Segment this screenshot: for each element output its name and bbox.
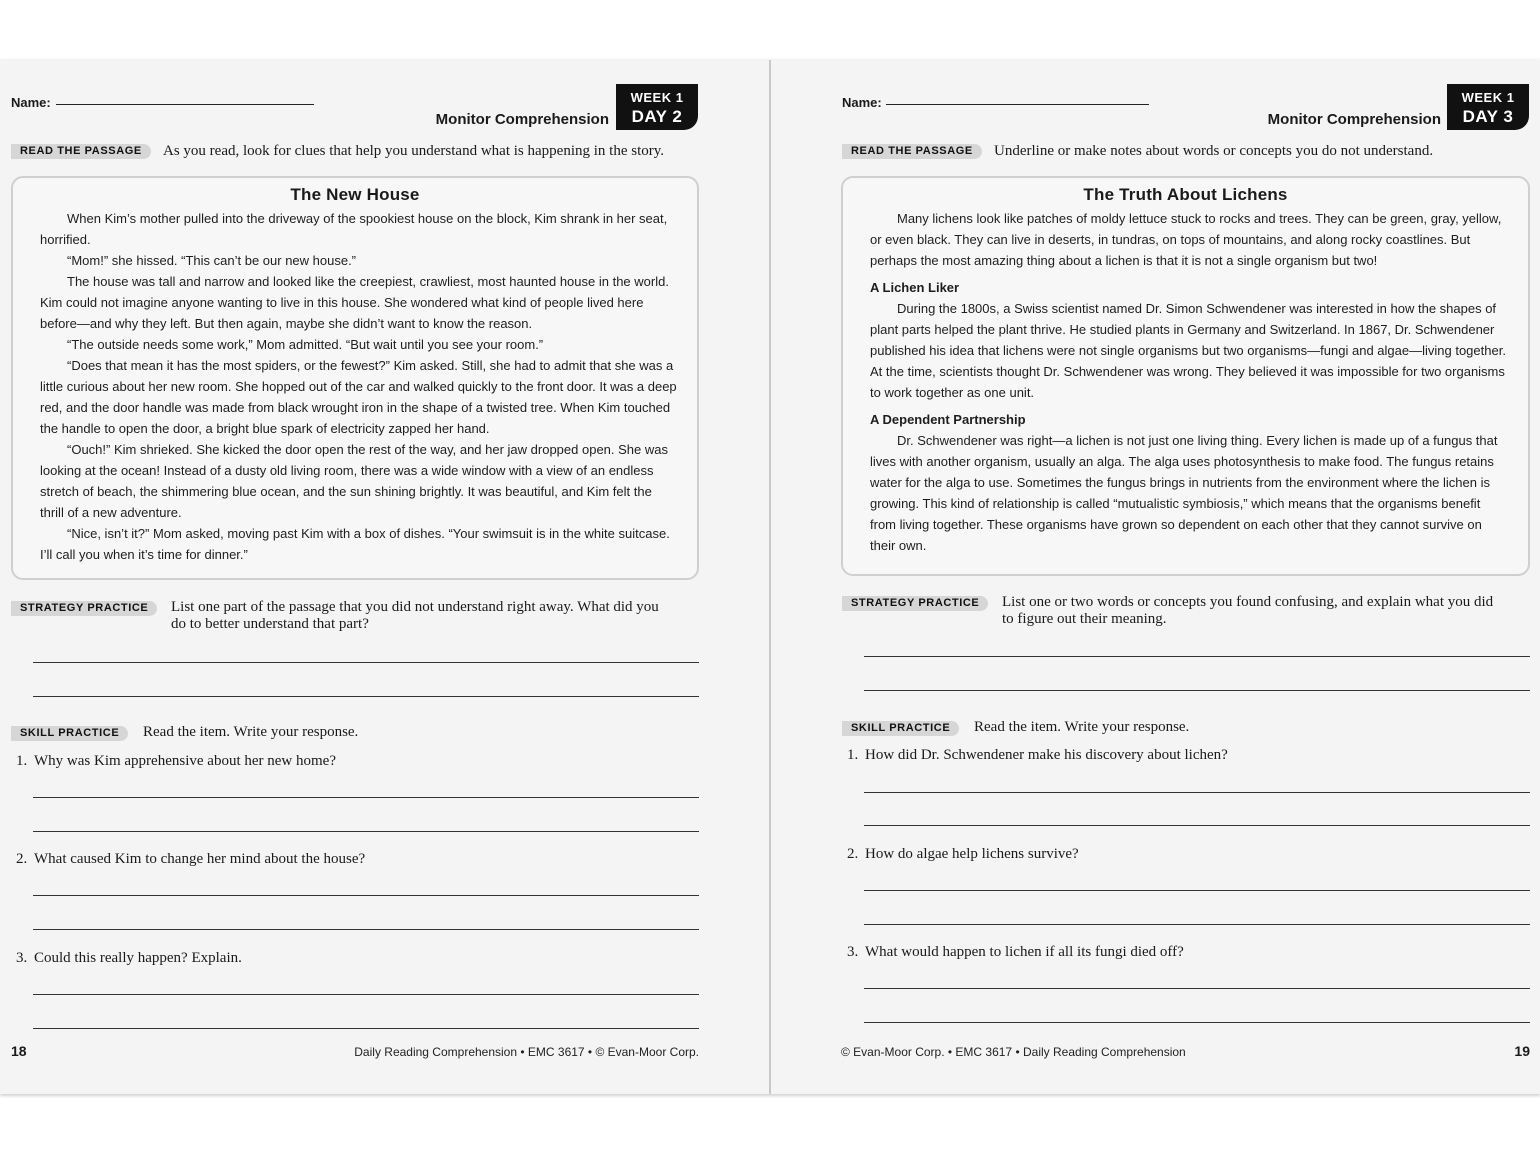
answer-line[interactable]	[33, 831, 699, 832]
passage-title: The New House	[290, 185, 420, 204]
skill-instruction: Read the item. Write your response.	[143, 724, 359, 740]
question-number: 3.	[16, 950, 28, 966]
name-write-line[interactable]	[56, 104, 314, 105]
answer-line[interactable]	[864, 924, 1530, 925]
strategy-practice-label: STRATEGY PRACTICE	[842, 596, 988, 611]
passage-title: The Truth About Lichens	[1083, 185, 1288, 204]
name-label: Name:	[842, 95, 882, 110]
answer-line[interactable]	[864, 690, 1530, 691]
question-number: 3.	[847, 944, 859, 960]
day-label: DAY 2	[631, 107, 683, 126]
page-footer: © Evan-Moor Corp. • EMC 3617 • Daily Reading Comprehension	[841, 1045, 1186, 1059]
answer-line[interactable]	[864, 890, 1530, 891]
question-text: What caused Kim to change her mind about the house?	[34, 851, 366, 867]
answer-line[interactable]	[33, 1028, 699, 1029]
passage-body	[13, 208, 697, 565]
answer-line[interactable]	[864, 656, 1530, 657]
strategy-instruction: List one part of the passage that you did not understand right away. What did you do to better understand that part?	[171, 599, 659, 632]
answer-line[interactable]	[864, 825, 1530, 826]
question-number: 1.	[847, 747, 859, 763]
read-instruction: Underline or make notes about words or concepts you do not understand.	[994, 143, 1434, 159]
name-label: Name:	[11, 95, 51, 110]
answer-line[interactable]	[864, 1022, 1530, 1023]
question-2	[16, 851, 365, 868]
name-write-line[interactable]	[886, 104, 1149, 105]
answer-line[interactable]	[33, 696, 699, 697]
section-title: Monitor Comprehension	[1267, 111, 1441, 128]
question-3	[847, 944, 1184, 961]
question-text: Could this really happen? Explain.	[34, 950, 242, 966]
passage-subheading: A Dependent Partnership	[870, 412, 1026, 427]
skill-instruction: Read the item. Write your response.	[974, 719, 1190, 735]
read-passage-label: READ THE PASSAGE	[842, 144, 982, 159]
week-label: WEEK 1	[630, 90, 684, 105]
skill-practice-label: SKILL PRACTICE	[842, 721, 959, 736]
passage-paragraph: “Ouch!” Kim shrieked. She kicked the door open the rest of the way, and her jaw dropped open. She was looking at the ocean! Instead of a dusty old living room, there was a wide window with a view of an endless stretch of beach, the shimmering blue ocean, and the sun shining brightly. It was beautiful, and Kim felt the thrill of a new adventure.	[40, 442, 668, 520]
passage-paragraph: “Does that mean it has the most spiders, or the fewest?” Kim asked. Still, she had to admit that she was a little curious about her new room. She hopped out of the car and walked quickly to the front door. It was a deep red, and the door handle was made from black wrought iron in the shape of a twisted tree. When Kim touched the handle to open the door, a bright blue spark of electricity zapped her hand.	[40, 358, 677, 436]
skill-practice-label: SKILL PRACTICE	[11, 726, 128, 741]
week-day-badge	[616, 84, 698, 130]
answer-line[interactable]	[33, 797, 699, 798]
book-spread	[0, 60, 1540, 1094]
question-1	[847, 747, 1228, 764]
week-day-badge	[1447, 84, 1529, 130]
right-page	[771, 60, 1540, 1094]
page-number: 19	[1514, 1043, 1530, 1059]
section-title: Monitor Comprehension	[435, 111, 609, 128]
answer-line[interactable]	[33, 994, 699, 995]
read-passage-label: READ THE PASSAGE	[11, 144, 151, 159]
passage-paragraph: The house was tall and narrow and looked like the creepiest, crawliest, most haunted house in the world. Kim could not imagine anyone wanting to live in this house. She wondered what kind of people lived here before—and why they left. But then again, maybe she didn’t want to know the reason.	[40, 274, 669, 331]
answer-line[interactable]	[864, 988, 1530, 989]
question-1	[16, 753, 336, 770]
answer-line[interactable]	[864, 792, 1530, 793]
question-number: 2.	[847, 846, 859, 862]
passage-paragraph: “The outside needs some work,” Mom admitted. “But wait until you see your room.”	[67, 337, 544, 352]
question-number: 2.	[16, 851, 28, 867]
passage-box	[841, 176, 1530, 576]
question-2	[847, 846, 1079, 863]
strategy-practice-label: STRATEGY PRACTICE	[11, 601, 157, 616]
answer-line[interactable]	[33, 929, 699, 930]
strategy-instruction: List one or two words or concepts you found confusing, and explain what you did to figure out their meaning.	[1002, 594, 1494, 627]
passage-paragraph: “Mom!” she hissed. “This can’t be our new house.”	[67, 253, 357, 268]
question-text: Why was Kim apprehensive about her new home?	[34, 753, 336, 769]
passage-paragraph: When Kim’s mother pulled into the driveway of the spookiest house on the block, Kim shrank in her seat, horrified.	[40, 211, 668, 247]
question-text: How did Dr. Schwendener make his discovery about lichen?	[865, 747, 1228, 763]
passage-paragraph: Dr. Schwendener was right—a lichen is not just one living thing. Every lichen is made up of a fungus that lives with another organism, usually an alga. The alga uses photosynthesis to make food. The fungus retains water for the alga to use. Sometimes the fungus brings in nutrients from the environment where the lichen is growing. This kind of relationship is called “mutualistic symbiosis,” which means that the organisms benefit from living together. These organisms have grown so dependent on each other that they cannot survive on their own.	[870, 433, 1498, 553]
question-text: What would happen to lichen if all its fungi died off?	[865, 944, 1184, 960]
passage-paragraph: Many lichens look like patches of moldy lettuce stuck to rocks and trees. They can be green, gray, yellow, or even black. They can live in deserts, in tundras, on tops of mountains, and along rocky coastlines. But perhaps the most amazing thing about a lichen is that it is not a single organism but two!	[870, 211, 1502, 268]
passage-paragraph: During the 1800s, a Swiss scientist named Dr. Simon Schwendener was interested in how the shapes of plant parts helped the plant thrive. He studied plants in Germany and Switzerland. In 1867, Dr. Schwendener published his idea that lichens were not single organisms but two organisms—fungi and algae—living together. At the time, scientists thought Dr. Schwendener was wrong. They believed it was impossible for two organisms to work together as one unit.	[870, 301, 1506, 400]
answer-line[interactable]	[33, 662, 699, 663]
answer-line[interactable]	[33, 895, 699, 896]
week-label: WEEK 1	[1461, 90, 1515, 105]
page-footer: Daily Reading Comprehension • EMC 3617 • © Evan-Moor Corp.	[354, 1045, 699, 1059]
page-number: 18	[11, 1043, 27, 1059]
passage-paragraph: “Nice, isn’t it?” Mom asked, moving past Kim with a box of dishes. “Your swimsuit is in the white suitcase. I’ll call you when it’s time for dinner.”	[40, 526, 670, 562]
question-number: 1.	[16, 753, 28, 769]
day-label: DAY 3	[1462, 107, 1514, 126]
question-text: How do algae help lichens survive?	[865, 846, 1079, 862]
passage-body	[843, 208, 1528, 556]
passage-box	[11, 176, 699, 580]
passage-subheading: A Lichen Liker	[870, 280, 960, 295]
read-instruction: As you read, look for clues that help you understand what is happening in the story.	[163, 143, 665, 159]
left-page	[0, 60, 769, 1094]
question-3	[16, 950, 242, 967]
